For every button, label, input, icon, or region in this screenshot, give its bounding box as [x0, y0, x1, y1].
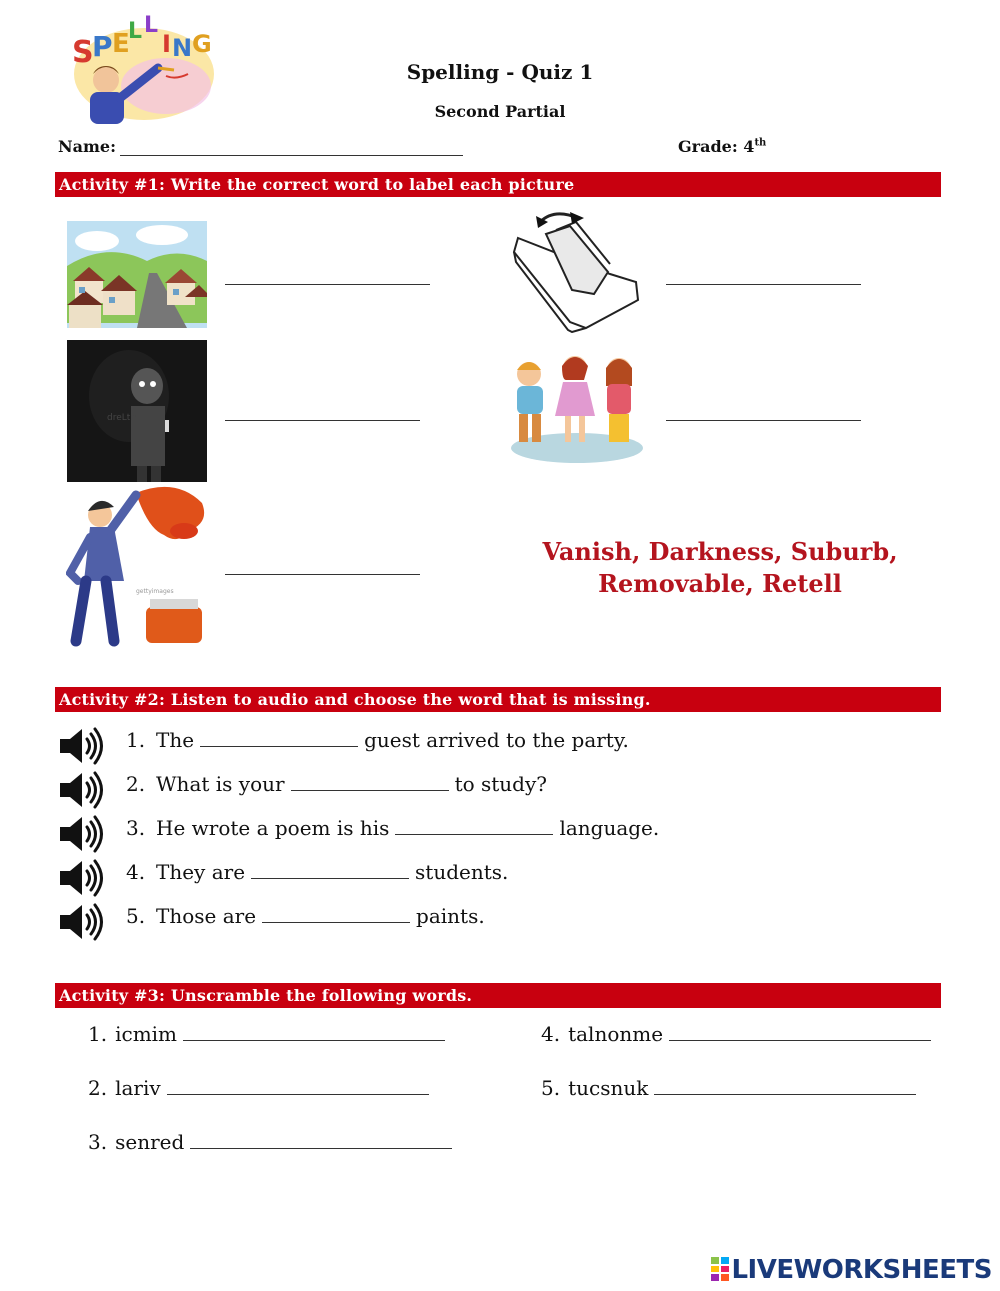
answer-blank-2[interactable]	[666, 284, 861, 285]
answer-blank-1[interactable]	[225, 284, 430, 285]
scrambled-word: tucsnuk	[568, 1076, 649, 1100]
word-bank-line-2: Removable, Retell	[598, 569, 842, 598]
svg-text:S: S	[72, 35, 94, 70]
scrambled-word: lariv	[115, 1076, 161, 1100]
sentence-end: to study?	[454, 772, 548, 796]
remote-battery-cover-image	[510, 208, 642, 333]
item-number: 1.	[88, 1022, 108, 1046]
sentence-end: paints.	[416, 904, 485, 928]
answer-blank[interactable]	[654, 1076, 916, 1095]
item-number: 5.	[541, 1076, 561, 1100]
question-number: 4.	[126, 860, 146, 884]
question-number: 1.	[126, 728, 146, 752]
missing-word-blank[interactable]	[251, 860, 409, 879]
svg-text:I: I	[162, 30, 171, 58]
svg-text:L: L	[144, 13, 159, 38]
word-bank-line-1: Vanish, Darkness, Suburb,	[542, 537, 898, 566]
scrambled-word: icmim	[115, 1022, 178, 1046]
sentence-start: What is your	[156, 772, 285, 796]
children-group-image	[507, 352, 647, 466]
item-number: 3.	[88, 1130, 108, 1154]
speaker-icon[interactable]	[58, 858, 104, 898]
svg-text:P: P	[92, 30, 113, 63]
missing-word-blank[interactable]	[395, 816, 553, 835]
liveworksheets-brand	[711, 1255, 992, 1285]
name-field[interactable]	[120, 155, 463, 156]
svg-text:dreLtm: dreLtm	[107, 413, 140, 423]
question-sentence	[156, 772, 547, 796]
svg-text:N: N	[172, 34, 193, 62]
speaker-icon[interactable]	[58, 726, 104, 766]
quiz-title: Spelling - Quiz 1	[406, 60, 594, 84]
question-sentence	[156, 860, 508, 884]
answer-blank[interactable]	[669, 1022, 931, 1041]
question-number: 2.	[126, 772, 146, 796]
unscramble-item	[88, 1130, 452, 1154]
item-number: 4.	[541, 1022, 561, 1046]
magician-image	[66, 481, 208, 651]
liveworksheets-icon	[711, 1257, 729, 1281]
quiz-subtitle: Second Partial	[434, 102, 566, 121]
speaker-icon[interactable]	[58, 770, 104, 810]
answer-blank-5[interactable]	[225, 574, 420, 575]
svg-text:L: L	[128, 19, 143, 44]
answer-blank-4[interactable]	[666, 420, 861, 421]
missing-word-blank[interactable]	[291, 772, 449, 791]
speaker-icon[interactable]	[58, 902, 104, 942]
sentence-end: language.	[559, 816, 660, 840]
answer-blank[interactable]	[183, 1022, 445, 1041]
name-label: Name:	[58, 137, 117, 156]
svg-text:G: G	[192, 30, 212, 58]
sentence-start: They are	[156, 860, 246, 884]
question-number: 5.	[126, 904, 146, 928]
word-bank	[530, 536, 910, 600]
unscramble-item	[541, 1076, 916, 1100]
answer-blank[interactable]	[167, 1076, 429, 1095]
activity-2-heading: Activity #2: Listen to audio and choose the word that is missing.	[55, 687, 941, 712]
scrambled-word: talnonme	[568, 1022, 664, 1046]
question-sentence	[156, 904, 485, 928]
missing-word-blank[interactable]	[200, 728, 358, 747]
missing-word-blank[interactable]	[262, 904, 410, 923]
sentence-start: Those are	[156, 904, 257, 928]
sentence-start: The	[156, 728, 195, 752]
answer-blank[interactable]	[190, 1130, 452, 1149]
speaker-icon[interactable]	[58, 814, 104, 854]
activity-3-heading: Activity #3: Unscramble the following words.	[55, 983, 941, 1008]
question-number: 3.	[126, 816, 146, 840]
item-number: 2.	[88, 1076, 108, 1100]
sentence-end: students.	[415, 860, 509, 884]
unscramble-item	[88, 1022, 445, 1046]
sentence-start: He wrote a poem is his	[156, 816, 390, 840]
brand-text: LIVEWORKSHEETS	[731, 1255, 992, 1285]
svg-text:gettyimages: gettyimages	[136, 588, 174, 595]
grade-label: Grade: 4th	[678, 137, 767, 156]
unscramble-item	[541, 1022, 931, 1046]
svg-text:E: E	[112, 29, 130, 59]
suburb-image	[67, 221, 207, 328]
sentence-end: guest arrived to the party.	[364, 728, 629, 752]
dark-room-image	[67, 340, 207, 482]
activity-1-heading: Activity #1: Write the correct word to label each picture	[55, 172, 941, 197]
question-sentence	[156, 728, 629, 752]
scrambled-word: senred	[115, 1130, 185, 1154]
answer-blank-3[interactable]	[225, 420, 420, 421]
unscramble-item	[88, 1076, 429, 1100]
question-sentence	[156, 816, 659, 840]
